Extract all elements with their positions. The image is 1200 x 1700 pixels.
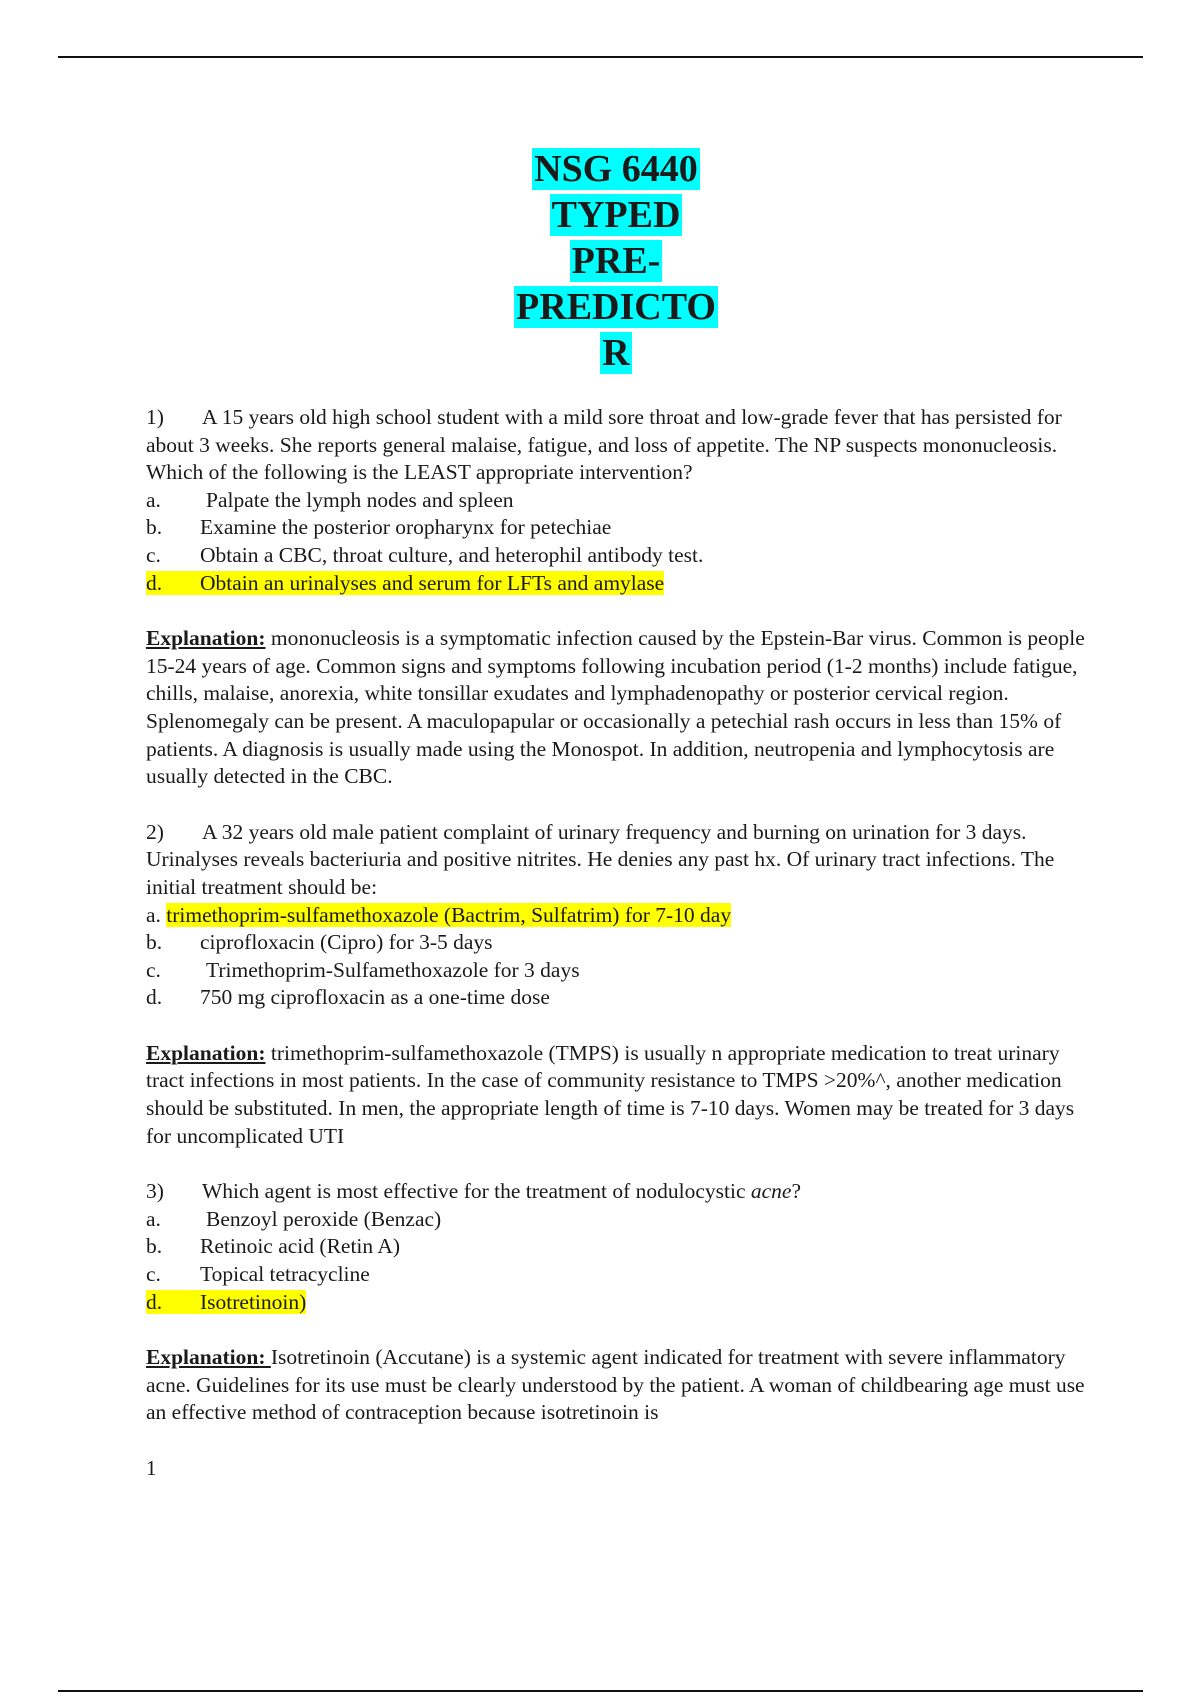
option-text: Isotretinoin) <box>200 1289 307 1314</box>
option-letter: b. <box>146 930 163 955</box>
answer-option <box>146 542 1101 570</box>
title-line: PRE- <box>571 240 661 282</box>
page-number: 1 <box>146 1456 157 1480</box>
title-line: PREDICTO <box>516 286 716 328</box>
answer-option <box>146 1206 1101 1234</box>
answer-option <box>146 514 1101 542</box>
option-text: Obtain an urinalyses and serum for LFTs and amylase <box>200 570 665 595</box>
question-text-emphasis: acne <box>750 1179 792 1204</box>
question <box>146 1178 1101 1206</box>
answer-option <box>146 487 1101 515</box>
footer-rule <box>58 1690 1143 1692</box>
option-letter: d. <box>146 1289 163 1314</box>
answer-option <box>146 1261 1101 1289</box>
explanation-text: Isotretinoin (Accutane) is a systemic agent indicated for treatment with severe inflammatory acne. Guidelines for its use must be clearly understood by the patient. A woman of childbearing age must use an effective method of contraception because isotretinoin is <box>146 1345 1085 1425</box>
explanation-label: Explanation: <box>146 1345 271 1370</box>
question-text: Which agent is most effective for the treatment of nodulocystic <box>202 1179 751 1204</box>
title-line: R <box>602 332 630 374</box>
option-letter: b. <box>146 1234 163 1259</box>
option-text: Trimethoprim-Sulfamethoxazole for 3 days <box>206 957 580 982</box>
question-number: 2) <box>146 819 164 844</box>
option-text: Topical tetracycline <box>200 1262 370 1287</box>
option-text: Retinoic acid (Retin A) <box>200 1234 401 1259</box>
question-text-end: ? <box>791 1179 802 1204</box>
option-letter: d. <box>146 985 163 1010</box>
document-title <box>0 146 1200 376</box>
explanation-text: mononucleosis is a symptomatic infection caused by the Epstein-Bar virus. Common is people 15-24 years of age. Common signs and symptoms following incubation period (1-2 months) include fatigue, chills, malaise, anorexia, white tonsillar exudates and lymphadenopathy or posterior cervical region. Splenomegaly can be present. A maculopapular or occasionally a petechial rash occurs in less than 15% of patients. A diagnosis is usually made using the Monospot. In addition, neutropenia and lymphocytosis are usually detected in the CBC. <box>146 626 1085 789</box>
answer-options <box>146 487 1101 597</box>
explanation <box>146 1040 1101 1150</box>
answer-option-correct <box>146 902 1101 930</box>
explanation <box>146 625 1101 791</box>
question-text: A 15 years old high school student with a mild sore throat and low-grade fever that has persisted for about 3 weeks. She reports general malaise, fatigue, and loss of appetite. The NP suspects mononucleosis. Which of the following is the LEAST appropriate intervention? <box>146 405 1062 485</box>
option-letter: a. <box>146 902 161 927</box>
answer-option <box>146 1233 1101 1261</box>
option-letter: b. <box>146 515 163 540</box>
question-number: 1) <box>146 405 164 429</box>
question <box>146 819 1101 902</box>
explanation-label: Explanation: <box>146 1040 266 1065</box>
option-letter: c. <box>146 542 161 567</box>
document-body <box>146 404 1101 1455</box>
question-number: 3) <box>146 1179 164 1204</box>
option-letter: a. <box>146 487 161 512</box>
explanation-label: Explanation: <box>146 626 266 651</box>
answer-options <box>146 902 1101 1012</box>
option-letter: d. <box>146 570 163 595</box>
option-text: Benzoyl peroxide (Benzac) <box>206 1206 442 1231</box>
option-text: 750 mg ciprofloxacin as a one-time dose <box>200 985 550 1010</box>
option-letter: c. <box>146 957 161 982</box>
explanation <box>146 1344 1101 1427</box>
option-text: Palpate the lymph nodes and spleen <box>206 487 514 512</box>
option-text: trimethoprim-sulfamethoxazole (Bactrim, Sulfatrim) for 7-10 day <box>166 902 732 927</box>
answer-options <box>146 1206 1101 1316</box>
explanation-text: trimethoprim-sulfamethoxazole (TMPS) is usually n appropriate medication to treat urinary tract infections in most patients. In the case of community resistance to TMPS >20%^, another medication should be substituted. In men, the appropriate length of time is 7-10 days. Women may be treated for 3 days for uncomplicated UTI <box>146 1040 1075 1148</box>
answer-option <box>146 957 1101 985</box>
answer-option <box>146 984 1101 1012</box>
option-text: ciprofloxacin (Cipro) for 3-5 days <box>200 930 493 955</box>
question-text: A 32 years old male patient complaint of urinary frequency and burning on urination for 3 days. Urinalyses reveals bacteriuria and positive nitrites. He denies any past hx. Of urinary tract infections. The initial treatment should be: <box>146 819 1055 899</box>
option-text: Obtain a CBC, throat culture, and heterophil antibody test. <box>200 542 704 567</box>
question <box>146 404 1101 487</box>
answer-option-correct <box>146 1289 1101 1317</box>
header-rule <box>58 56 1143 58</box>
answer-option-correct <box>146 570 1101 598</box>
option-text: Examine the posterior oropharynx for petechiae <box>200 515 612 540</box>
title-line: NSG 6440 <box>534 148 698 190</box>
option-letter: c. <box>146 1262 161 1287</box>
answer-option <box>146 929 1101 957</box>
title-line: TYPED <box>551 194 681 236</box>
option-letter: a. <box>146 1206 161 1231</box>
